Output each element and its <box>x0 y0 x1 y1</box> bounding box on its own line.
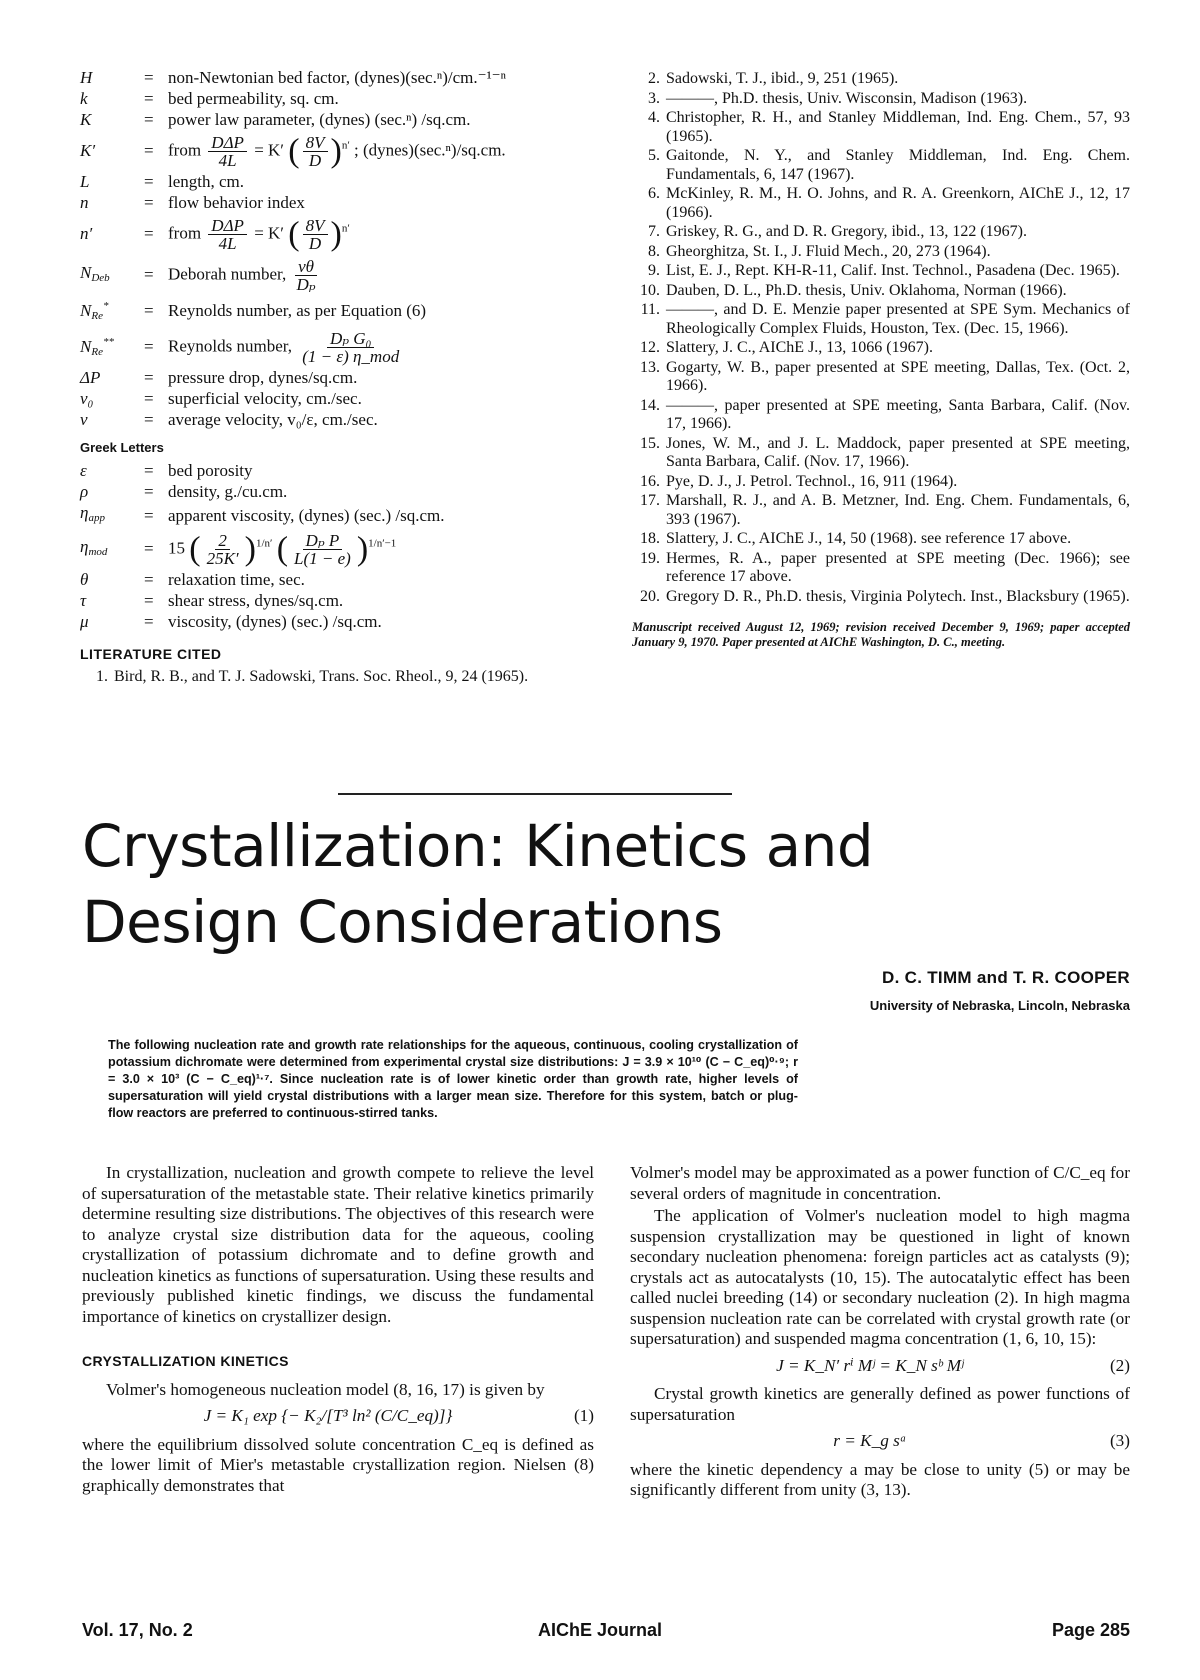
reference-item <box>632 109 1130 146</box>
equation-expression: J = K_N′ rⁱ Mʲ = K_N sᵇ Mʲ <box>776 1355 964 1375</box>
paragraph: In crystallization, nucleation and growth compete to relieve the level of supersaturation of the metastable state. Their relative kinetics primarily determine resulting size distributions. The objectives of this research were to analyze crystal size distribution data for the aqueous, cooling crystallization of potassium dichromate and to define growth and nucleation kinetics as functions of supersaturation. Using these results and previously published kinetic findings, we discuss the fundamental importance of kinetics on crystallizer design. <box>82 1163 594 1326</box>
greek-row-mu: μ = viscosity, (dynes) (sec.) /sq.cm. <box>80 612 600 632</box>
body-column-left <box>82 1163 594 1498</box>
paragraph: where the equilibrium dissolved solute concentration C_eq is defined as the lower limit of Mier's metastable crystallization region. Nielsen (8) graphically demonstrates that <box>82 1434 594 1495</box>
nom-symbol: ρ <box>80 482 89 501</box>
reference-number: 9. <box>648 262 660 279</box>
nom-symbol: θ <box>80 570 89 589</box>
reference-item <box>632 473 1130 492</box>
author-block <box>870 968 1130 1013</box>
nom-definition: pressure drop, dynes/sq.cm. <box>168 368 358 387</box>
nom-symbol: L <box>80 172 90 191</box>
nom-definition: bed permeability, sq. cm. <box>168 89 339 108</box>
reference-number: 2. <box>648 70 660 87</box>
reference-number: 7. <box>648 223 660 240</box>
nom-definition: viscosity, (dynes) (sec.) /sq.cm. <box>168 612 382 631</box>
greek-row-tau: τ = shear stress, dynes/sq.cm. <box>80 591 600 611</box>
nom-row-n: n = flow behavior index <box>80 193 600 213</box>
nom-symbol: $\eta_{app}$ <box>80 503 105 524</box>
nom-row-v0: v₀ = superficial velocity, cm./sec. <box>80 389 600 409</box>
reference-text: Slattery, J. C., AIChE J., 13, 1066 (1967). <box>666 339 933 356</box>
nom-definition: power law parameter, (dynes) (sec.ⁿ) /sq.cm. <box>168 110 471 129</box>
nom-definition: density, g./cu.cm. <box>168 482 288 501</box>
reference-text: Griskey, R. G., and D. R. Gregory, ibid., 13, 122 (1967). <box>666 223 1027 240</box>
nom-row-NRe-star: $N_{Re}^*$ = Reynolds number, as per Equation (6) <box>80 296 600 326</box>
paragraph: where the kinetic dependency a may be close to unity (5) or may be significantly different from unity (3, 13). <box>630 1459 1130 1499</box>
nom-symbol: $N_{Re}^{**}$ <box>80 336 114 358</box>
reference-item <box>632 588 1130 607</box>
nom-definition: superficial velocity, cm./sec. <box>168 389 362 408</box>
nom-symbol: k <box>80 89 88 108</box>
body-column-right <box>630 1163 1130 1503</box>
reference-number: 3. <box>648 89 660 107</box>
reference-number: 5. <box>648 147 660 164</box>
footer-volume: Vol. 17, No. 2 <box>82 1620 193 1640</box>
reference-item <box>632 223 1130 242</box>
nom-row-nprime: n′ = from $\frac{\text{DΔP}}{4L}$ = K′ ( $\frac{8V}{D}$ )$^{n'}$ <box>80 214 600 254</box>
reference-item <box>632 397 1130 434</box>
nom-definition: Deborah number, $\frac{v\theta}{\text{Dₚ}}$ <box>168 256 316 294</box>
paragraph: Crystal growth kinetics are generally defined as power functions of supersaturation <box>630 1384 1130 1424</box>
paragraph: Volmer's homogeneous nucleation model (8, 16, 17) is given by <box>106 1379 545 1399</box>
nom-row-Kprime: K′ = from $\frac{\text{DΔP}}{4L}$ = K′ ( $\frac{8V}{D}$ )$^{n'}$ ; (dynes)(sec.ⁿ)/sq.cm. <box>80 131 600 171</box>
nom-row-v: v = average velocity, v₀/ε, cm./sec. <box>80 410 600 430</box>
nom-definition: Reynolds number, $\frac{\text{Dₚ G₀}}{\text{(1 − ε) η\_mod}}$ <box>168 328 400 366</box>
nom-definition: apparent viscosity, (dynes) (sec.) /sq.cm. <box>168 505 445 525</box>
reference-number: 19. <box>640 549 660 567</box>
literature-cited-heading: LITERATURE CITED <box>80 646 222 662</box>
footer-journal: AIChE Journal <box>538 1620 663 1640</box>
nom-row-NRe-doublestar: $N_{Re}^{**}$ = Reynolds number, $\frac{\text{Dₚ G₀}}{\text{(1 − ε) η\_mod}}$ <box>80 327 600 367</box>
nom-row-NDeb: $N_{Deb}$ = Deborah number, $\frac{v\theta}{\text{Dₚ}}$ <box>80 255 600 295</box>
nom-symbol: n <box>80 193 89 212</box>
author-names: D. C. TIMM and T. R. COOPER <box>882 968 1130 987</box>
greek-letters-heading: Greek Letters <box>80 440 164 455</box>
author-affiliation: University of Nebraska, Lincoln, Nebraska <box>869 998 1130 1013</box>
equation-number: (3) <box>1109 1431 1130 1450</box>
reference-text: Marshall, R. J., and A. B. Metzner, Ind. Eng. Chem. Fundamentals, 6, 393 (1967). <box>666 492 1130 528</box>
reference-text: ———, Ph.D. thesis, Univ. Wisconsin, Madison (1963). <box>666 89 1028 107</box>
reference-text: Sadowski, T. J., ibid., 9, 251 (1965). <box>666 70 899 87</box>
reference-item <box>632 530 1130 549</box>
greek-row-eta-mod: $\eta_{mod}$ = 15 ( $\frac{2}{25K'}$ )$^{1/n'}$ ( $\frac{\text{Dₚ P}}{L(1 - e)}$ )$^{1/n'-1}$ <box>80 529 600 569</box>
nom-definition: flow behavior index <box>168 193 305 212</box>
nom-row-k: k = bed permeability, sq. cm. <box>80 89 600 109</box>
paragraph: Volmer's model may be approximated as a power function of C/C_eq for several orders of magnitude in concentration. <box>630 1163 1130 1203</box>
equation-number: (2) <box>1109 1355 1130 1375</box>
reference-text: List, E. J., Rept. KH-R-11, Calif. Inst. Technol., Pasadena (Dec. 1965). <box>666 262 1120 279</box>
reference-item <box>632 282 1130 301</box>
nom-definition: average velocity, v₀/ε, cm./sec. <box>168 410 378 429</box>
reference-item <box>632 435 1130 472</box>
reference-list-right <box>632 70 1130 650</box>
reference-text: ———, paper presented at SPE meeting, Santa Barbara, Calif. (Nov. 17, 1966). <box>666 396 1130 432</box>
reference-item <box>632 359 1130 396</box>
title-line-2: Design Considerations <box>82 888 723 956</box>
title-rule <box>338 793 732 795</box>
nom-definition: from $\frac{\text{DΔP}}{4L}$ = K′ ( $\frac{8V}{D}$ )$^{n'}$ <box>168 215 350 253</box>
reference-text: McKinley, R. M., H. O. Johns, and R. A. Greenkorn, AIChE J., 12, 17 (1966). <box>666 185 1130 221</box>
reference-text: Hermes, R. A., paper presented at SPE meeting (Dec. 1966); see reference 17 above. <box>666 549 1130 585</box>
reference-text: Bird, R. B., and T. J. Sadowski, Trans. Soc. Rheol., 9, 24 (1965). <box>114 668 529 685</box>
nom-row-deltaP: ΔP = pressure drop, dynes/sq.cm. <box>80 368 600 388</box>
reference-number: 8. <box>648 242 660 260</box>
reference-number: 10. <box>640 281 660 299</box>
equation-2 <box>630 1356 1130 1377</box>
nom-definition: bed porosity <box>168 461 253 480</box>
reference-number: 6. <box>648 185 660 202</box>
article-title <box>82 808 982 960</box>
nom-symbol: v₀ <box>80 389 94 408</box>
nom-symbol: $\eta_{mod}$ <box>80 536 108 558</box>
reference-item <box>632 147 1130 184</box>
reference-number: 13. <box>640 358 660 376</box>
nom-row-K: K = power law parameter, (dynes) (sec.ⁿ) /sq.cm. <box>80 110 600 130</box>
reference-text: Christopher, R. H., and Stanley Middleman, Ind. Eng. Chem., 57, 93 (1965). <box>666 109 1130 145</box>
reference-item <box>632 550 1130 587</box>
nom-definition: non-Newtonian bed factor, (dynes)(sec.ⁿ)/cm.⁻¹⁻ⁿ <box>168 68 507 87</box>
nom-definition: relaxation time, sec. <box>168 570 305 589</box>
reference-text: Dauben, D. L., Ph.D. thesis, Univ. Oklahoma, Norman (1966). <box>666 281 1067 299</box>
equation-number: (1) <box>573 1406 594 1425</box>
equation-expression: J = K₁ exp {− K₂/[T³ ln² (C/C_eq)]} <box>203 1406 453 1425</box>
manuscript-note: Manuscript received August 12, 1969; revision received December 9, 1969; paper accepted January 9, 1970. Paper presented at AIChE Washington, D. C., meeting. <box>632 620 1130 649</box>
reference-item <box>632 492 1130 529</box>
greek-row-rho: ρ = density, g./cu.cm. <box>80 482 600 502</box>
greek-row-theta: θ = relaxation time, sec. <box>80 570 600 590</box>
nom-symbol: τ <box>80 591 87 610</box>
nom-symbol: ΔP <box>80 368 101 387</box>
reference-number: 14. <box>640 396 660 414</box>
equation-1 <box>82 1406 594 1427</box>
greek-row-eta-app: $\eta_{app}$ = apparent viscosity, (dynes) (sec.) /sq.cm. <box>80 503 600 528</box>
reference-number: 12. <box>640 339 660 356</box>
reference-item <box>632 339 1130 358</box>
nom-definition: length, cm. <box>168 172 245 191</box>
reference-text: Gogarty, W. B., paper presented at SPE meeting, Dallas, Tex. (Oct. 2, 1966). <box>666 358 1130 394</box>
nom-symbol: μ <box>80 612 89 631</box>
footer-page-number: Page 285 <box>1051 1620 1130 1640</box>
reference-text: Gaitonde, N. Y., and Stanley Middleman, Ind. Eng. Chem. Fundamentals, 6, 147 (1967). <box>666 147 1130 183</box>
reference-text: Jones, W. M., and J. L. Maddock, paper presented at SPE meeting, Santa Barbara, Calif. (Nov. 17, 1966). <box>666 434 1130 470</box>
nom-symbol: $N_{Deb}$ <box>80 262 110 284</box>
reference-number: 17. <box>640 492 660 509</box>
nom-symbol: K′ <box>80 141 96 160</box>
reference-item <box>80 668 600 686</box>
reference-text: Pye, D. J., J. Petrol. Technol., 16, 911 (1964). <box>666 472 958 490</box>
reference-text: Slattery, J. C., AIChE J., 14, 50 (1968). see reference 17 above. <box>666 530 1072 547</box>
reference-number: 16. <box>640 472 660 490</box>
nom-definition: from $\frac{\text{DΔP}}{4L}$ = K′ ( $\frac{8V}{D}$ )$^{n'}$ ; (dynes)(sec.ⁿ)/sq.cm. <box>168 132 506 170</box>
reference-item <box>632 90 1130 109</box>
nom-symbol: H <box>80 68 93 87</box>
nom-row-H: H = non-Newtonian bed factor, (dynes)(sec.ⁿ)/cm.⁻¹⁻ⁿ <box>80 68 600 88</box>
nom-definition: Reynolds number, as per Equation (6) <box>168 301 427 320</box>
equation-expression: r = K_g sᵃ <box>833 1431 907 1450</box>
reference-number: 15. <box>640 434 660 452</box>
reference-number: 1. <box>96 668 108 685</box>
reference-number: 20. <box>640 587 660 605</box>
reference-item <box>632 243 1130 262</box>
reference-list-left <box>80 668 600 686</box>
section-heading: CRYSTALLIZATION KINETICS <box>82 1353 289 1369</box>
greek-row-epsilon: ε = bed porosity <box>80 461 600 481</box>
reference-text: ———, and D. E. Menzie paper presented at SPE Sym. Mechanics of Rheologically Complex Fluids, Houston, Tex. (Dec. 15, 1966). <box>666 301 1130 337</box>
nom-row-L: L = length, cm. <box>80 172 600 192</box>
reference-item <box>632 185 1130 222</box>
nom-definition: 15 ( $\frac{2}{25K'}$ )$^{1/n'}$ ( $\frac{\text{Dₚ P}}{L(1 - e)}$ )$^{1/n'-1}$ <box>168 530 397 568</box>
reference-item <box>632 70 1130 89</box>
reference-number: 11. <box>640 301 660 318</box>
reference-text: Gheorghitza, St. I., J. Fluid Mech., 20, 273 (1964). <box>666 242 991 260</box>
reference-item <box>632 301 1130 338</box>
nom-symbol: ε <box>80 461 87 480</box>
reference-item <box>632 262 1130 281</box>
equation-3 <box>630 1431 1130 1452</box>
nom-symbol: v <box>80 410 88 429</box>
nomenclature-list <box>80 68 600 687</box>
reference-number: 4. <box>648 109 660 126</box>
nom-symbol: n′ <box>80 224 93 243</box>
title-line-1: Crystallization: Kinetics and <box>82 812 874 880</box>
nom-definition: shear stress, dynes/sq.cm. <box>168 591 344 610</box>
nom-symbol: $N_{Re}^*$ <box>80 300 109 322</box>
reference-text: Gregory D. R., Ph.D. thesis, Virginia Polytech. Inst., Blacksbury (1965). <box>666 587 1130 605</box>
abstract: The following nucleation rate and growth rate relationships for the aqueous, continuous, cooling crystallization of potassium dichromate were determined from experimental crystal size distributions: J = 3.9 × 10¹⁰ (C − C_eq)⁰·⁹; r = 3.0 × 10³ (C − C_eq)¹·⁷. Since nucleation rate is of lower kinetic order than growth rate, higher levels of supersaturation will yield crystal distributions with a larger mean size. Therefore for this system, batch or plug-flow reactors are preferred to continuous-stirred tanks. <box>108 1038 798 1120</box>
nom-symbol: K <box>80 110 92 129</box>
reference-number: 18. <box>640 530 660 547</box>
paragraph: The application of Volmer's nucleation model to high magma suspension crystallization may be questioned in light of known secondary nucleation phenomena: foreign particles act as catalysts (9); crystals act as autocatalysts (10, 15). The autocatalytic effect has been called nuclei breeding (14) or secondary nucleation (2). In high magma suspension nucleation rate can be correlated with crystal growth rate (or supersaturation) and suspended magma concentration (1, 6, 10, 15): <box>630 1206 1130 1348</box>
